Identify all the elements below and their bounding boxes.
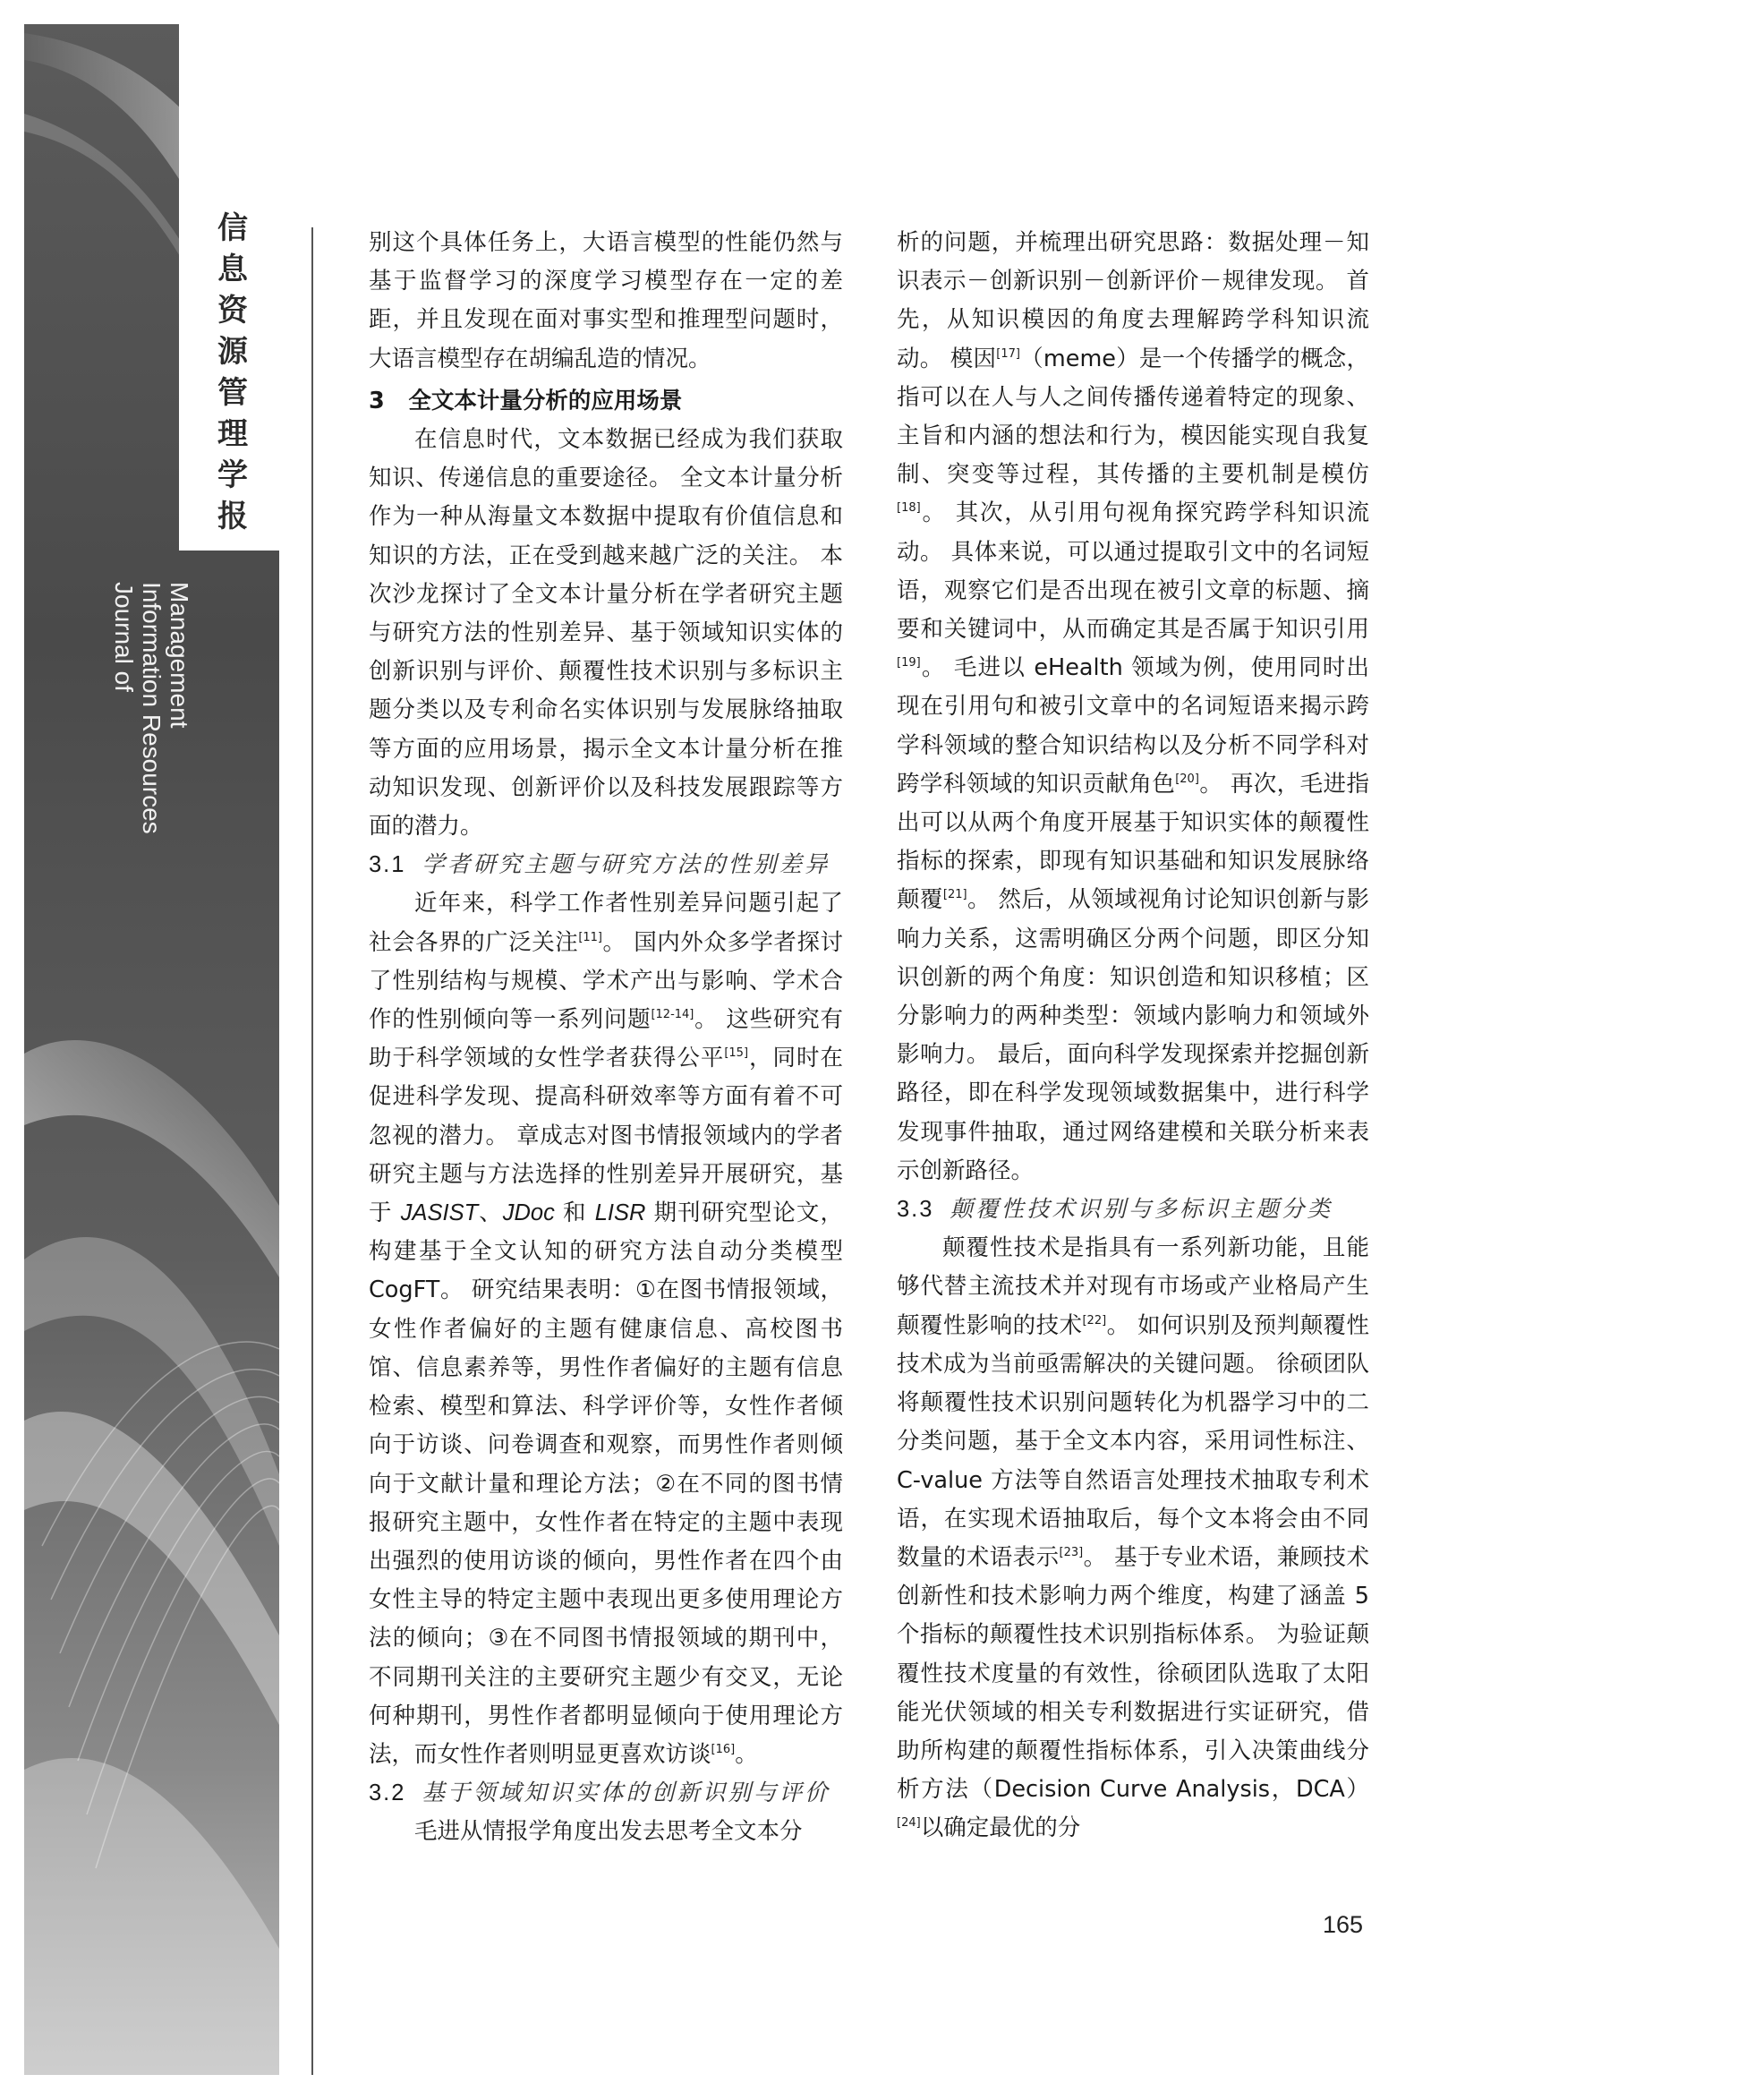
journal-char: 报 [217, 499, 248, 534]
subsection-heading-3-3 [897, 1191, 1369, 1229]
paragraph: 别这个具体任务上，大语言模型的性能仍然与基于监督学习的深度学习模型存在一定的差距，并且发现在面对事实型和推理型问题时，大语言模型存在胡编乱造的情况。 [369, 229, 843, 372]
journal-char: 源 [217, 334, 248, 370]
citation-ref: [15] [724, 1046, 749, 1061]
subsection-heading-3-2 [369, 1774, 843, 1813]
subsection-title: 基于领域知识实体的创新识别与评价 [422, 1780, 830, 1807]
subsection-number: 3.3 [897, 1197, 934, 1223]
right-column [897, 224, 1369, 1848]
text-run: 近年来，科学工作者性别差异问题引起了社会各界的广泛关注 [369, 890, 843, 956]
journal-en-line: Journal of [110, 582, 138, 692]
text-run: 。 毛进以 eHealth 领域为例，使用同时出现在引用句和被引文章中的名词短语来揭示跨学科领域的整合知识结构以及分析不同学科对跨学科领域的知识贡献角色 [897, 654, 1369, 798]
journal-name: JDoc [502, 1200, 555, 1226]
text-run: 、 [478, 1199, 503, 1227]
text-run: 颠覆性技术是指具有一系列新功能，且能够代替主流技术并对现有市场或产业格局产生颠覆性影响的技术 [897, 1234, 1369, 1339]
journal-title-chinese [206, 208, 260, 537]
journal-char: 学 [217, 457, 248, 493]
journal-char: 信 [217, 210, 248, 246]
text-run: 析的问题，并梳理出研究思路：数据处理－知识表示－创新识别－创新评价－规律发现。 首先，从知识模因的角度去理解跨学科知识流动。 模因 [897, 229, 1369, 372]
text-run: 。 国内外众多学者探讨了性别结构与规模、学术产出与影响、学术合作的性别倾向等一系列问题 [369, 928, 843, 1034]
paragraph [369, 884, 843, 1774]
text-run: 。 再次，毛进指出可以从两个角度开展基于知识实体的颠覆性指标的探索，即现有知识基础和知识发展脉络颠覆 [897, 770, 1369, 914]
subsection-heading-3-1 [369, 846, 843, 884]
vertical-divider [311, 227, 313, 2075]
citation-ref: [12-14] [651, 1008, 694, 1022]
text-run: 。 这些研究有助于科学领域的女性学者获得公平 [369, 1006, 843, 1072]
section-title: 全文本计量分析的应用场景 [408, 387, 683, 414]
citation-ref: [17] [996, 346, 1020, 361]
text-run: （meme）是一个传播学的概念，指可以在人与人之间传播传递着特定的现象、主旨和内涵的想法和行为，模因能实现自我复制、突变等过程，其传播的主要机制是模仿 [897, 345, 1370, 489]
paragraph [897, 1229, 1369, 1848]
section-heading-3 [369, 382, 843, 421]
journal-en-line: Management [166, 582, 193, 729]
journal-name: JASIST [400, 1200, 479, 1226]
text-run: 。 [735, 1740, 758, 1768]
journal-char: 管 [217, 375, 248, 411]
journal-name: LISR [594, 1200, 646, 1226]
page-number: 165 [1323, 1911, 1364, 1938]
citation-ref: [16] [711, 1742, 736, 1756]
journal-en-line: Information Resources [138, 582, 166, 834]
citation-ref: [19] [897, 656, 921, 670]
section-number: 3 [369, 387, 385, 414]
text-run: 。 基于专业术语，兼顾技术创新性和技术影响力两个维度，构建了涵盖 5 个指标的颠覆性技术识别指标体系。 为验证颠覆性技术度量的有效性，徐硕团队选取了太阳能光伏领域的相关专利数据进行实证研究，借助所构建的颠覆性指标体系，引入决策曲线分析方法（Decision Curve Analysis，DCA） [897, 1543, 1369, 1804]
text-run: 期刊研究型论文，构建基于全文认知的研究方法自动分类模型 CogFT。 研究结果表明：①在图书情报领域，女性作者偏好的主题有健康信息、高校图书馆、信息素养等，男性作者偏好的主题有信息检索、模型和算法、科学评价等，女性作者倾向于访谈、问卷调查和观察，而男性作者则倾向于文献计量和理论方法；②在不同的图书情报研究主题中，女性作者在特定的主题中表现出强烈的使用访谈的倾向，男性作者在四个由女性主导的特定主题中表现出更多使用理论方法的倾向；③在不同图书情报领域的期刊中，不同期刊关注的主要研究主题少有交叉，无论何种期刊，男性作者都明显倾向于使用理论方法，而女性作者则明显更喜欢访谈 [369, 1199, 843, 1768]
citation-ref: [11] [578, 930, 602, 944]
subsection-number: 3.2 [369, 1780, 406, 1806]
subsection-title: 学者研究主题与研究方法的性别差异 [422, 851, 830, 879]
subsection-number: 3.1 [369, 852, 406, 878]
left-column [369, 224, 843, 1852]
citation-ref: [21] [942, 888, 967, 902]
journal-char: 息 [217, 252, 248, 287]
journal-title-english [110, 582, 301, 877]
journal-char: 理 [217, 416, 248, 452]
citation-ref: [18] [897, 501, 921, 516]
paragraph [897, 224, 1369, 1191]
text-run: 以确定最优的分 [920, 1814, 1081, 1842]
citation-ref: [20] [1175, 772, 1199, 786]
journal-char: 资 [217, 293, 248, 329]
citation-ref: [22] [1082, 1313, 1107, 1327]
paragraph: 在信息时代，文本数据已经成为我们获取知识、传递信息的重要途径。 全文本计量分析作为一种从海量文本数据中提取有价值信息和知识的方法，正在受到越来越广泛的关注。 本次沙龙探讨了全文本计量分析在学者研究主题与研究方法的性别差异、基于领域知识实体的创新识别与评价、颠覆性技术识别与多标识主题分类以及专利命名实体识别与发展脉络抽取等方面的应用场景，揭示全文本计量分析在推动知识发现、创新评价以及科技发展跟踪等方面的潜力。 [369, 426, 843, 841]
citation-ref: [24] [897, 1816, 921, 1831]
text-run: 。 然后，从领域视角讨论知识创新与影响力关系，这需明确区分两个问题，即区分知识创新的两个角度：知识创造和知识移植；区分影响力的两种类型：领域内影响力和领域外影响力。 最后，面向科学发现探索并挖掘创新路径，即在科学发现领域数据集中，进行科学发现事件抽取，通过网络建模和关联分析来表示创新路径。 [897, 886, 1369, 1184]
text-run: ，同时在促进科学发现、提高科研效率等方面有着不可忽视的潜力。 章成志对图书情报领域内的学者研究主题与方法选择的性别差异开展研究，基于 [369, 1045, 843, 1227]
text-run: 。 如何识别及预判颠覆性技术成为当前亟需解决的关键问题。 徐硕团队将颠覆性技术识别问题转化为机器学习中的二分类问题，基于全文本内容，采用词性标注、C-value 方法等自然语言处理技术抽取专利术语，在实现术语抽取后，每个文本将会由不同数量的术语表示 [897, 1311, 1369, 1571]
text-run: 。 其次，从引用句视角探究跨学科知识流动。 具体来说，可以通过提取引文中的名词短语，观察它们是否出现在被引文章的标题、摘要和关键词中，从而确定其是否属于知识引用 [897, 499, 1369, 644]
citation-ref: [23] [1059, 1545, 1084, 1559]
subsection-title: 颠覆性技术识别与多标识主题分类 [950, 1196, 1333, 1224]
paragraph: 毛进从情报学角度出发去思考全文本分 [414, 1818, 803, 1846]
text-run: 和 [554, 1199, 595, 1227]
